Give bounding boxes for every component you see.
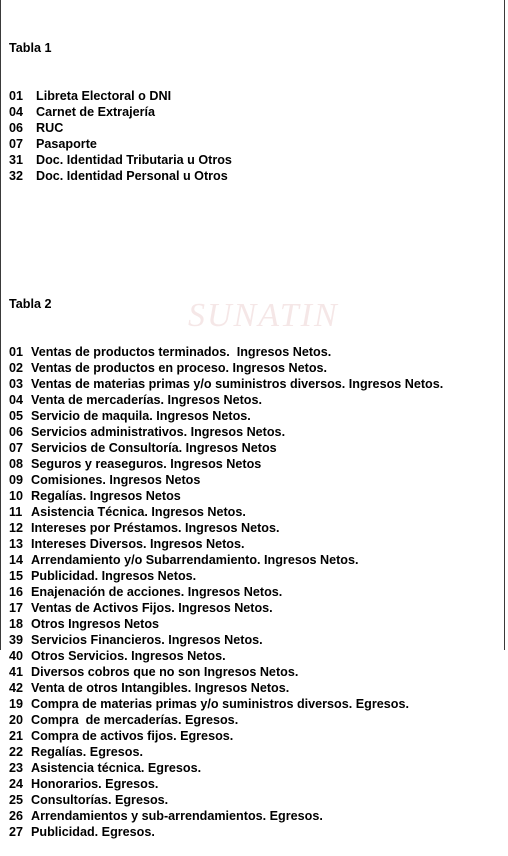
row-code: 39 xyxy=(9,633,24,647)
row-code: 06 xyxy=(9,121,24,135)
tabla1-row xyxy=(9,136,443,152)
tabla2-row xyxy=(9,808,443,824)
row-label: Otros Ingresos Netos xyxy=(31,617,160,631)
tabla2-row xyxy=(9,712,443,728)
row-code: 07 xyxy=(9,441,24,455)
row-label: Pasaporte xyxy=(36,137,97,151)
row-label: Libreta Electoral o DNI xyxy=(36,89,172,103)
row-code: 26 xyxy=(9,809,24,823)
row-code: 19 xyxy=(9,697,24,711)
row-label: Servicios de Consultoría. Ingresos Netos xyxy=(31,441,277,455)
row-code: 42 xyxy=(9,681,24,695)
tabla2-row xyxy=(9,392,443,408)
row-code: 40 xyxy=(9,649,24,663)
row-label: Servicio de maquila. Ingresos Netos. xyxy=(31,409,251,423)
tabla2-row xyxy=(9,376,443,392)
row-label: Ventas de productos en proceso. Ingresos Netos. xyxy=(31,361,328,375)
tabla2-row xyxy=(9,696,443,712)
row-label: Carnet de Extrajería xyxy=(36,105,155,119)
tabla2-row xyxy=(9,632,443,648)
tabla2-row xyxy=(9,552,443,568)
row-code: 18 xyxy=(9,617,24,631)
row-label: Servicios administrativos. Ingresos Netos. xyxy=(31,425,286,439)
row-label: Intereses por Préstamos. Ingresos Netos. xyxy=(31,521,280,535)
tabla2-row xyxy=(9,648,443,664)
row-label: Doc. Identidad Tributaria u Otros xyxy=(36,153,232,167)
row-label: Ventas de productos terminados. Ingresos Netos. xyxy=(31,345,332,359)
tabla1-row xyxy=(9,120,443,136)
row-label: Regalías. Egresos. xyxy=(31,745,143,759)
row-label: Diversos cobros que no son Ingresos Netos. xyxy=(31,665,299,679)
row-code: 12 xyxy=(9,521,24,535)
tabla2-row xyxy=(9,472,443,488)
document-content xyxy=(9,8,443,856)
tabla1-row xyxy=(9,168,443,184)
tabla2-row xyxy=(9,616,443,632)
tabla2-row xyxy=(9,520,443,536)
tabla2-row xyxy=(9,728,443,744)
row-label: Asistencia Técnica. Ingresos Netos. xyxy=(31,505,246,519)
tabla-2-title: Tabla 2 xyxy=(9,297,52,311)
tabla2-row xyxy=(9,680,443,696)
row-code: 13 xyxy=(9,537,24,551)
watermark: SUNATIN xyxy=(188,297,339,334)
row-code: 41 xyxy=(9,665,24,679)
row-label: Intereses Diversos. Ingresos Netos. xyxy=(31,537,245,551)
row-label: Compra de activos fijos. Egresos. xyxy=(31,729,234,743)
row-code: 27 xyxy=(9,825,24,839)
row-label: Compra de materias primas y/o suministros diversos. Egresos. xyxy=(31,697,409,711)
row-label: Honorarios. Egresos. xyxy=(31,777,159,791)
tabla2-row xyxy=(9,456,443,472)
tabla2-row xyxy=(9,504,443,520)
tabla-1-title: Tabla 1 xyxy=(9,41,52,55)
row-label: Servicios Financieros. Ingresos Netos. xyxy=(31,633,263,647)
row-code: 14 xyxy=(9,553,24,567)
row-code: 04 xyxy=(9,105,24,119)
row-label: Doc. Identidad Personal u Otros xyxy=(36,169,228,183)
tabla1-row xyxy=(9,152,443,168)
row-code: 11 xyxy=(9,505,23,519)
tabla2-row xyxy=(9,600,443,616)
row-label: Otros Servicios. Ingresos Netos. xyxy=(31,649,226,663)
row-code: 22 xyxy=(9,745,24,759)
section-gap xyxy=(9,232,443,248)
tabla2-row xyxy=(9,424,443,440)
tabla-2-list xyxy=(9,344,443,840)
tabla2-row xyxy=(9,488,443,504)
row-code: 20 xyxy=(9,713,24,727)
row-code: 15 xyxy=(9,569,24,583)
row-code: 31 xyxy=(9,153,24,167)
row-code: 25 xyxy=(9,793,24,807)
tabla2-row xyxy=(9,776,443,792)
row-label: Venta de otros Intangibles. Ingresos Netos. xyxy=(31,681,290,695)
row-label: Asistencia técnica. Egresos. xyxy=(31,761,202,775)
row-code: 06 xyxy=(9,425,24,439)
tabla2-row xyxy=(9,440,443,456)
row-label: Arrendamientos y sub-arrendamientos. Egresos. xyxy=(31,809,323,823)
tabla1-row xyxy=(9,104,443,120)
row-code: 21 xyxy=(9,729,24,743)
row-label: Regalías. Ingresos Netos xyxy=(31,489,181,503)
row-code: 07 xyxy=(9,137,24,151)
tabla2-row xyxy=(9,664,443,680)
tabla2-row xyxy=(9,760,443,776)
row-code: 04 xyxy=(9,393,24,407)
row-code: 01 xyxy=(9,345,24,359)
row-label: Consultorías. Egresos. xyxy=(31,793,169,807)
row-code: 09 xyxy=(9,473,24,487)
tabla-1-list xyxy=(9,88,443,184)
row-code: 23 xyxy=(9,761,24,775)
row-label: Publicidad. Egresos. xyxy=(31,825,155,839)
tabla2-row xyxy=(9,792,443,808)
row-code: 24 xyxy=(9,777,24,791)
row-label: RUC xyxy=(36,121,64,135)
row-label: Arrendamiento y/o Subarrendamiento. Ingresos Netos. xyxy=(31,553,359,567)
tabla2-row xyxy=(9,584,443,600)
tabla2-row xyxy=(9,568,443,584)
row-code: 02 xyxy=(9,361,24,375)
row-label: Ventas de materias primas y/o suministros diversos. Ingresos Netos. xyxy=(31,377,444,391)
tabla2-row xyxy=(9,824,443,840)
row-label: Publicidad. Ingresos Netos. xyxy=(31,569,197,583)
row-code: 10 xyxy=(9,489,24,503)
tabla2-row xyxy=(9,344,443,360)
row-code: 32 xyxy=(9,169,24,183)
row-label: Venta de mercaderías. Ingresos Netos. xyxy=(31,393,262,407)
tabla1-row xyxy=(9,88,443,104)
tabla2-row xyxy=(9,408,443,424)
tabla2-row xyxy=(9,744,443,760)
row-label: Ventas de Activos Fijos. Ingresos Netos. xyxy=(31,601,273,615)
row-code: 08 xyxy=(9,457,24,471)
row-label: Compra de mercaderías. Egresos. xyxy=(31,713,239,727)
tabla2-row xyxy=(9,536,443,552)
row-code: 16 xyxy=(9,585,24,599)
row-label: Comisiones. Ingresos Netos xyxy=(31,473,201,487)
row-code: 05 xyxy=(9,409,24,423)
tabla2-row xyxy=(9,360,443,376)
row-code: 17 xyxy=(9,601,24,615)
row-code: 03 xyxy=(9,377,24,391)
row-label: Enajenación de acciones. Ingresos Netos. xyxy=(31,585,283,599)
row-label: Seguros y reaseguros. Ingresos Netos xyxy=(31,457,262,471)
row-code: 01 xyxy=(9,89,24,103)
